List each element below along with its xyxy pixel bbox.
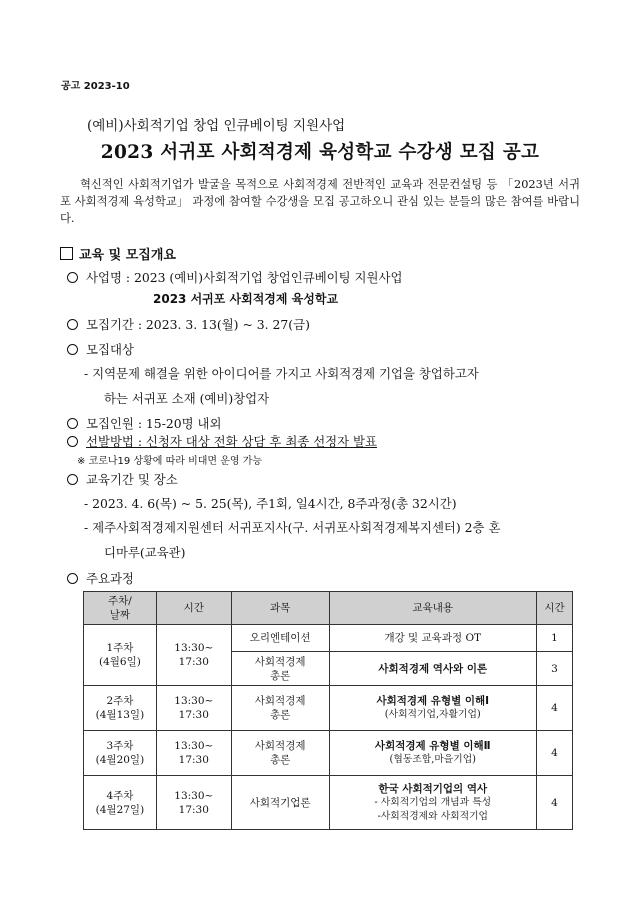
- target-desc-2: 하는 서귀포 소재 (예비)창업자: [104, 391, 270, 406]
- header-hours: 시간: [537, 592, 573, 625]
- table-row: [84, 731, 573, 776]
- content-cell: 사회적경제 유형별 이해Ⅰ (사회적기업,자활기업): [329, 686, 537, 731]
- time-cell: 13:30~ 17:30: [156, 731, 231, 776]
- edu-period-place-line: [67, 470, 178, 488]
- content-cell: 사회적경제 역사와 이론: [329, 652, 537, 686]
- header-content: 교육내용: [329, 592, 537, 625]
- intro-paragraph: 혁신적인 사회적기업가 발굴을 목적으로 사회적경제 전반적인 교육과 전문컨설팅 등 「2023년 서귀포 사회적경제 육성학교」 과정에 참여할 수강생을 모집 공고하오니 관심 있는 분들의 많은 참여를 바랍니다.: [60, 178, 580, 225]
- header-time: 시간: [156, 592, 231, 625]
- circle-bullet-icon: [67, 344, 78, 355]
- covid-note: ※ 코로나19 상황에 따라 비대면 운영 가능: [77, 456, 263, 467]
- section-title: 교육 및 모집개요: [79, 248, 176, 263]
- headcount-line: [67, 414, 222, 432]
- week-cell: 3주차 (4월20일): [84, 731, 157, 776]
- recruit-target-line: [67, 340, 134, 358]
- content-cell: 한국 사회적기업의 역사 - 사회적기업의 개념과 특성 -사회적경제와 사회적기업: [329, 776, 537, 830]
- content-cell: 개강 및 교육과정 OT: [329, 625, 537, 652]
- edu-period-place: 교육기간 및 장소: [86, 472, 178, 487]
- hours-cell: 4: [537, 686, 573, 731]
- project-name: 사업명 : 2023 (예비)사회적기업 창업인큐베이팅 지원사업: [86, 270, 403, 285]
- headcount: 모집인원 : 15-20명 내외: [86, 416, 222, 431]
- course-table: [83, 591, 573, 830]
- week-cell: 2주차 (4월13일): [84, 686, 157, 731]
- header-subject: 과목: [231, 592, 329, 625]
- content-cell: 사회적경제 유형별 이해Ⅱ (협동조합,마을기업): [329, 731, 537, 776]
- time-cell: 13:30~ 17:30: [156, 686, 231, 731]
- hours-cell: 3: [537, 652, 573, 686]
- recruit-period: 모집기간 : 2023. 3. 13(월) ~ 3. 27(금): [86, 317, 310, 332]
- square-bullet-icon: [60, 247, 73, 260]
- circle-bullet-icon: [67, 474, 78, 485]
- table-header-row: [84, 592, 573, 625]
- hours-cell: 4: [537, 731, 573, 776]
- circle-bullet-icon: [67, 319, 78, 330]
- time-cell: 13:30~ 17:30: [156, 625, 231, 686]
- document-title: 2023 서귀포 사회적경제 육성학교 수강생 모집 공고: [100, 142, 540, 163]
- main-course: 주요과정: [86, 571, 134, 586]
- table-row: [84, 625, 573, 652]
- edu-place-1: - 제주사회적경제지원센터 서귀포지사(구. 서귀포사회적경제복지센터) 2층 혼: [84, 520, 501, 535]
- recruit-target: 모집대상: [86, 342, 134, 357]
- week-cell: 4주차 (4월27일): [84, 776, 157, 830]
- section-heading: [60, 244, 176, 263]
- subject-cell: 오리엔테이션: [231, 625, 329, 652]
- main-course-line: [67, 569, 134, 587]
- time-cell: 13:30~ 17:30: [156, 776, 231, 830]
- circle-bullet-icon: [67, 418, 78, 429]
- table-row: [84, 776, 573, 830]
- selection-line: [67, 432, 377, 450]
- hours-cell: 4: [537, 776, 573, 830]
- hours-cell: 1: [537, 625, 573, 652]
- circle-bullet-icon: [67, 436, 78, 447]
- target-desc-1: - 지역문제 해결을 위한 아이디어를 가지고 사회적경제 기업을 창업하고자: [84, 366, 479, 381]
- selection-method: 선발방법 : 신청자 대상 전화 상담 후 최종 선정자 발표: [86, 434, 377, 449]
- edu-period: - 2023. 4. 6(목) ~ 5. 25(목), 주1회, 일4시간, 8주과정(총 32시간): [84, 496, 457, 511]
- subject-cell: 사회적경제 총론: [231, 652, 329, 686]
- project-name-sub: 2023 서귀포 사회적경제 육성학교: [153, 292, 339, 306]
- recruit-period-line: [67, 315, 310, 333]
- document-subtitle: (예비)사회적기업 창업 인큐베이팅 지원사업: [87, 118, 346, 134]
- circle-bullet-icon: [67, 573, 78, 584]
- subject-cell: 사회적경제 총론: [231, 731, 329, 776]
- subject-cell: 사회적기업론: [231, 776, 329, 830]
- table-row: [84, 686, 573, 731]
- subject-cell: 사회적경제 총론: [231, 686, 329, 731]
- notice-number: 공고 2023-10: [61, 81, 130, 92]
- edu-place-2: 디마루(교육관): [104, 545, 186, 560]
- circle-bullet-icon: [67, 272, 78, 283]
- header-week: 주차/ 날짜: [84, 592, 157, 625]
- week-cell: 1주차 (4월6일): [84, 625, 157, 686]
- project-name-line: [67, 268, 402, 286]
